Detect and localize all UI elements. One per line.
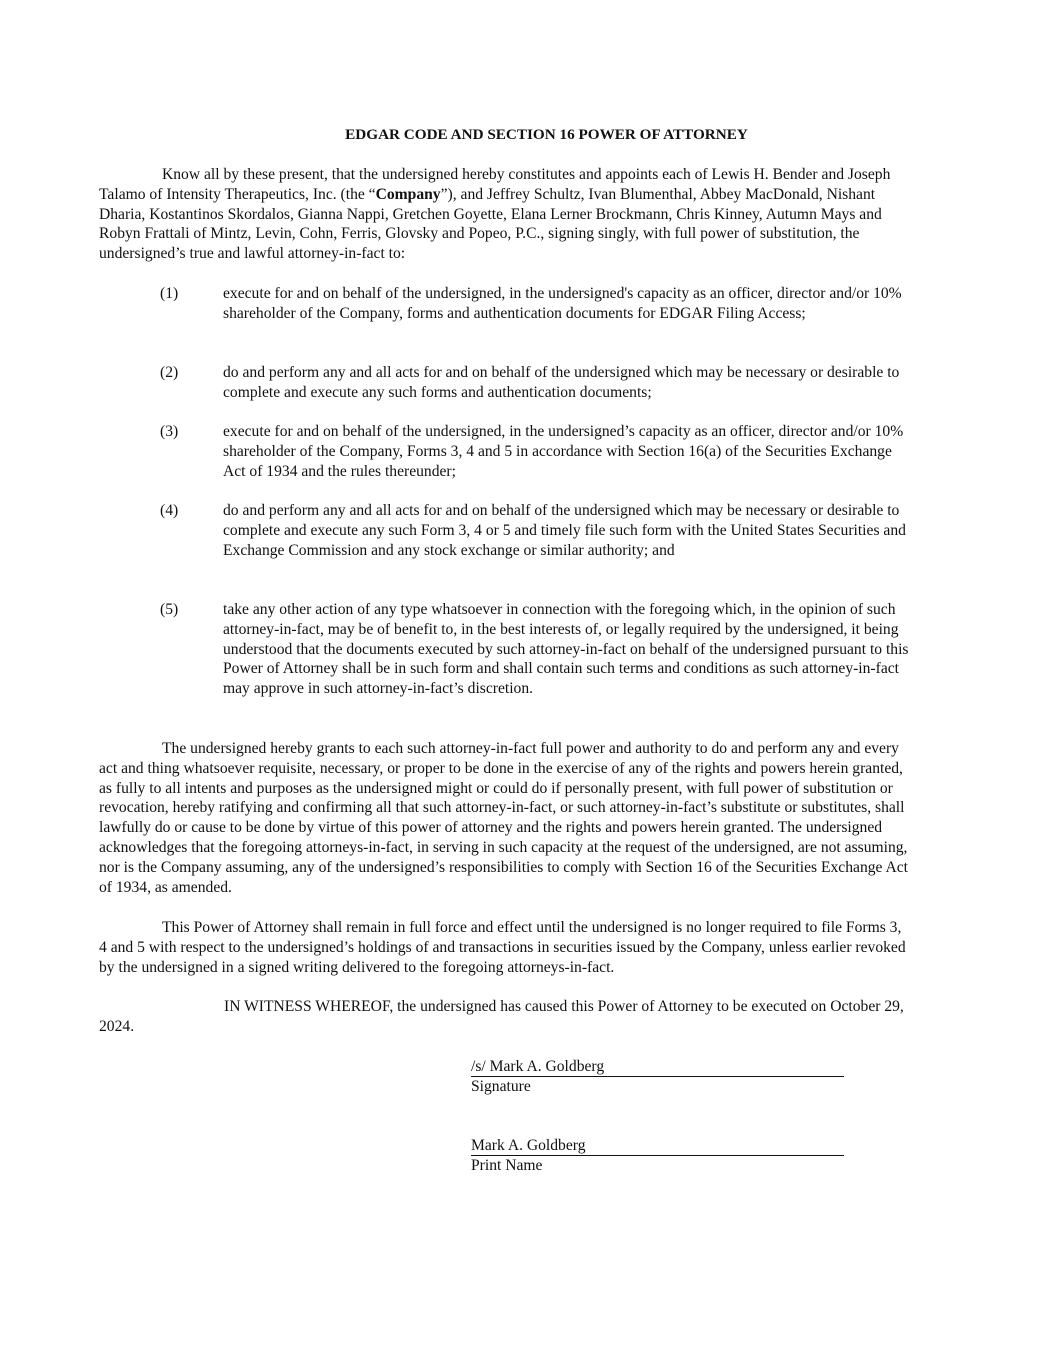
signature-label: Signature — [471, 1078, 531, 1095]
print-name-label: Print Name — [471, 1157, 543, 1174]
list-item-text: do and perform any and all acts for and on behalf of the undersigned which may be necessary or desirable to complete and execute any such Form 3, 4 or 5 and timely file such form with the United States Securities and Exchange Commission and any stock exchange or similar authority; and — [223, 502, 906, 559]
list-item-number: (4) — [160, 502, 179, 519]
signature-line: /s/ Mark A. Goldberg — [471, 1057, 844, 1077]
intro-paragraph — [99, 165, 911, 264]
intro-text-end: ”), and Jeffrey Schultz, Ivan Blumenthal, Abbey MacDonald, Nishant Dharia, Kostantinos Skordalos, Gianna Nappi, Gretchen Goyette, Elana Lerner Brockmann, Chris Kinney, Autumn Mays and Robyn Frattali of Mintz, Levin, Cohn, Ferris, Glovsky and Popeo, P.C., signing singly, with full power of substitution, the undersigned’s true and lawful attorney-in-fact to: — [99, 185, 882, 263]
list-item-number: (3) — [160, 423, 179, 440]
signature-block — [471, 1057, 844, 1097]
list-item-text: execute for and on behalf of the undersigned, in the undersigned's capacity as an officer, director and/or 10% shareholder of the Company, forms and authentication documents for EDGAR Filing Access; — [223, 285, 902, 322]
witness-paragraph: IN WITNESS WHEREOF, the undersigned has caused this Power of Attorney to be executed on October 29, 2024. — [99, 998, 904, 1035]
intro-text-start: Know all by these present, that the undersigned hereby constitutes and appoints each of Lewis H. Bender and Joseph Talamo of Intensity Therapeutics, Inc. (the “ — [99, 166, 891, 203]
list-item-number: (1) — [160, 285, 179, 302]
list-item-number: (2) — [160, 364, 179, 381]
list-item-text: take any other action of any type whatsoever in connection with the foregoing which, in the opinion of such attorney-in-fact, may be of benefit to, in the best interests of, or legally required by the undersigned, it being understood that the documents executed by such attorney-in-fact on behalf of the undersigned pursuant to this Power of Attorney shall be in such form and shall contain such terms and conditions as such attorney-in-fact may approve in such attorney-in-fact’s discretion. — [223, 601, 909, 698]
print-name-block — [471, 1136, 844, 1176]
grant-paragraph: The undersigned hereby grants to each such attorney-in-fact full power and authority to do and perform any and every act and thing whatsoever requisite, necessary, or proper to be done in the exercise of any of the rights and powers herein granted, as fully to all intents and purposes as the undersigned might or could do if personally present, with full power of substitution or revocation, hereby ratifying and confirming all that such attorney-in-fact, or such attorney-in-fact’s substitute or substitutes, shall lawfully do or cause to be done by virtue of this power of attorney and the rights and powers herein granted. The undersigned acknowledges that the foregoing attorneys-in-fact, in serving in such capacity at the request of the undersigned, are not assuming, nor is the Company assuming, any of the undersigned’s responsibilities to comply with Section 16 of the Securities Exchange Act of 1934, as amended. — [99, 740, 909, 896]
list-item-text: execute for and on behalf of the undersigned, in the undersigned’s capacity as an officer, director and/or 10% shareholder of the Company, Forms 3, 4 and 5 in accordance with Section 16(a) of the Securities Exchange Act of 1934 and the rules thereunder; — [223, 423, 904, 480]
list-item-number: (5) — [160, 601, 179, 618]
company-defined-term: Company — [375, 185, 441, 203]
print-name-line: Mark A. Goldberg — [471, 1136, 844, 1156]
document-title: EDGAR CODE AND SECTION 16 POWER OF ATTORNEY — [345, 126, 748, 143]
duration-paragraph: This Power of Attorney shall remain in full force and effect until the undersigned is no longer required to file Forms 3, 4 and 5 with respect to the undersigned’s holdings of and transactions in securities issued by the Company, unless earlier revoked by the undersigned in a signed writing delivered to the foregoing attorneys-in-fact. — [99, 919, 906, 976]
list-item-text: do and perform any and all acts for and on behalf of the undersigned which may be necessary or desirable to complete and execute any such forms and authentication documents; — [223, 364, 900, 401]
